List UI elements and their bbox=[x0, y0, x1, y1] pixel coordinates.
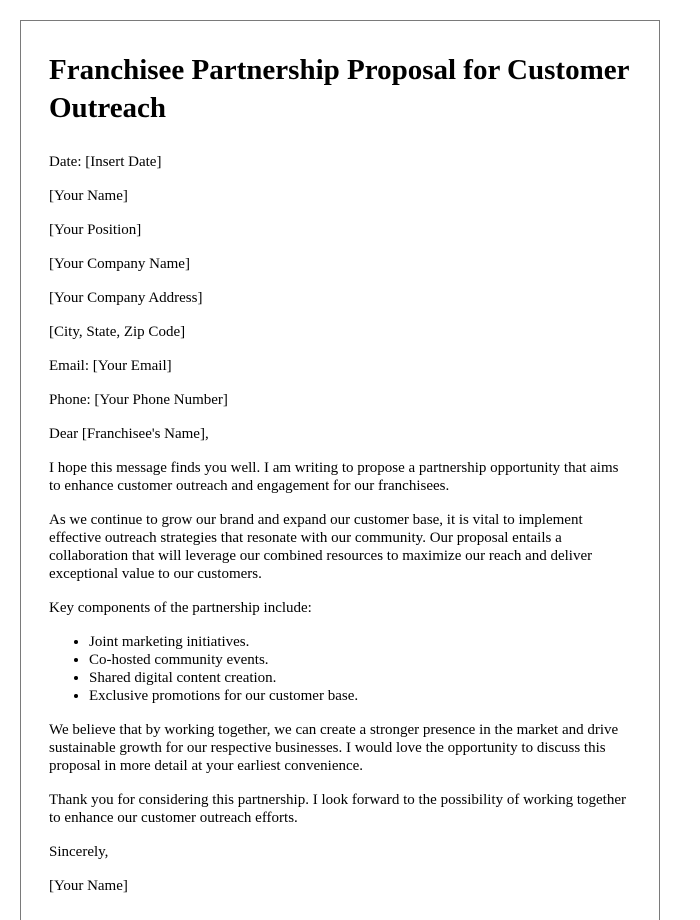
components-intro: Key components of the partnership include: bbox=[49, 600, 312, 616]
company-name: [Your Company Name] bbox=[49, 256, 190, 272]
intro-paragraph: I hope this message finds you well. I am writing to propose a partnership opportunity that aims to enhance customer outreach and engagement for our franchisees. bbox=[49, 460, 619, 494]
strategy-paragraph: As we continue to grow our brand and expand our customer base, it is vital to implement effective outreach strategies that resonate with our community. Our proposal entails a collaboration that will leverage our combined resources to maximize our reach and deliver exceptional value to our customers. bbox=[49, 512, 593, 582]
growth-paragraph: We believe that by working together, we can create a stronger presence in the market and drive sustainable growth for our respective businesses. I would love the opportunity to discuss this proposal in more detail at your earliest convenience. bbox=[49, 722, 619, 774]
sender-name: [Your Name] bbox=[49, 188, 128, 204]
date-line: Date: [Insert Date] bbox=[49, 154, 162, 170]
components-list bbox=[49, 633, 631, 705]
letter-title: Franchisee Partnership Proposal for Customer Outreach bbox=[49, 54, 629, 124]
list-item: • Shared digital content creation. bbox=[89, 669, 631, 687]
thanks-paragraph: Thank you for considering this partnership. I look forward to the possibility of working together to enhance our customer outreach efforts. bbox=[49, 792, 626, 826]
email-line: Email: [Your Email] bbox=[49, 358, 172, 374]
company-address: [Your Company Address] bbox=[49, 290, 203, 306]
city-state-zip: [City, State, Zip Code] bbox=[49, 324, 186, 340]
list-item: • Exclusive promotions for our customer base. bbox=[89, 687, 631, 705]
signature-name: [Your Name] bbox=[49, 878, 128, 894]
phone-line: Phone: [Your Phone Number] bbox=[49, 392, 228, 408]
signoff: Sincerely, bbox=[49, 844, 109, 860]
letter-page bbox=[20, 20, 660, 920]
list-item: • Co-hosted community events. bbox=[89, 651, 631, 669]
list-item: • Joint marketing initiatives. bbox=[89, 633, 631, 651]
sender-position: [Your Position] bbox=[49, 222, 142, 238]
salutation: Dear [Franchisee's Name], bbox=[49, 426, 209, 442]
